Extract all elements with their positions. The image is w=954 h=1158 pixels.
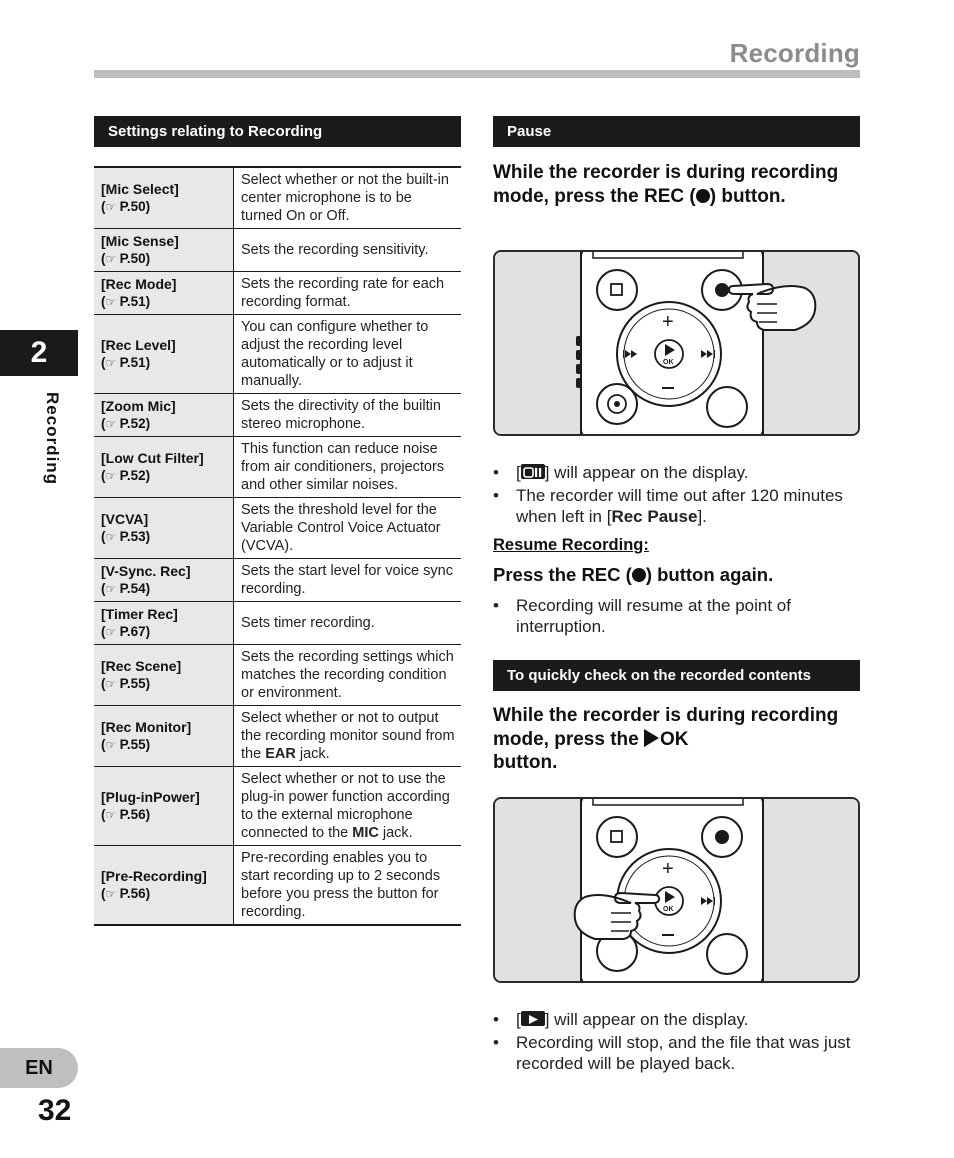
- page-reference: (☞ P.55): [101, 737, 151, 752]
- setting-name: [Plug-inPower]: [101, 789, 200, 805]
- check-bullets: [493, 1009, 859, 1076]
- resume-bullets: [493, 595, 859, 639]
- rec-dot-icon: [632, 568, 646, 582]
- page-reference: (☞ P.55): [101, 676, 151, 691]
- table-row: [94, 846, 461, 926]
- setting-name-cell: [94, 602, 234, 645]
- table-row: [94, 498, 461, 559]
- resume-heading: Resume Recording:: [493, 536, 649, 554]
- pause-display-icon: [521, 464, 545, 479]
- setting-name-cell: [94, 846, 234, 926]
- setting-name: [Mic Sense]: [101, 233, 179, 249]
- table-row: [94, 167, 461, 229]
- list-item: • [ ] will appear on the display.: [493, 1010, 749, 1029]
- title-rule: [94, 70, 860, 78]
- pointing-hand-icon: ☞: [105, 252, 120, 266]
- setting-name-cell: [94, 498, 234, 559]
- table-row: [94, 767, 461, 846]
- pause-section-header: Pause: [493, 116, 860, 147]
- setting-name: [Pre-Recording]: [101, 868, 207, 884]
- page-reference: (☞ P.67): [101, 624, 151, 639]
- page-ref-number: P.67: [119, 624, 146, 639]
- setting-description: Sets the directivity of the builtin stereo microphone.: [234, 394, 462, 437]
- check-instruction: While the recorder is during recording mode, press the OK button.: [493, 705, 839, 773]
- setting-description: Select whether or not to output the recording monitor sound from the EAR jack.: [234, 706, 462, 767]
- language-tab: EN: [0, 1048, 78, 1088]
- setting-name-cell: [94, 767, 234, 846]
- page-ref-number: P.54: [119, 581, 146, 596]
- page-ref-number: P.50: [119, 199, 146, 214]
- list-item: • The recorder will time out after 120 minutes when left in [Rec Pause].: [493, 486, 843, 526]
- pointing-hand-icon: ☞: [105, 469, 120, 483]
- table-row: [94, 437, 461, 498]
- setting-name: [Timer Rec]: [101, 606, 178, 622]
- table-row: [94, 394, 461, 437]
- table-row: [94, 559, 461, 602]
- page-reference: (☞ P.51): [101, 355, 151, 370]
- svg-text:OK: OK: [663, 906, 674, 913]
- pointing-hand-icon: ☞: [105, 677, 120, 691]
- table-row: [94, 272, 461, 315]
- page-ref-number: P.55: [119, 676, 146, 691]
- table-row: [94, 706, 461, 767]
- setting-description: You can configure whether to adjust the recording level automatically or to adjust it manually.: [234, 315, 462, 394]
- rec-dot-icon: [696, 189, 710, 203]
- page-reference: (☞ P.56): [101, 807, 151, 822]
- resume-instruction: Press the REC ( ) button again.: [493, 564, 774, 585]
- page-reference: (☞ P.54): [101, 581, 151, 596]
- table-row: [94, 645, 461, 706]
- setting-name: [Low Cut Filter]: [101, 450, 204, 466]
- page-reference: (☞ P.53): [101, 529, 151, 544]
- setting-description: Sets the start level for voice sync recording.: [234, 559, 462, 602]
- svg-text:OK: OK: [663, 359, 674, 366]
- setting-description: Sets the threshold level for the Variable Control Voice Actuator (VCVA).: [234, 498, 462, 559]
- list-item: • Recording will resume at the point of interruption.: [493, 596, 791, 636]
- setting-name-cell: [94, 437, 234, 498]
- page-ref-number: P.52: [119, 468, 146, 483]
- setting-name: [V-Sync. Rec]: [101, 563, 191, 579]
- table-row: [94, 315, 461, 394]
- page-reference: (☞ P.52): [101, 468, 151, 483]
- setting-name: [Rec Mode]: [101, 276, 177, 292]
- page-reference: (☞ P.52): [101, 416, 151, 431]
- pointing-hand-icon: ☞: [105, 625, 120, 639]
- pointing-hand-icon: ☞: [105, 417, 120, 431]
- device-illustration-rec: [493, 250, 860, 436]
- page-ref-number: P.53: [119, 529, 146, 544]
- setting-description: Sets the recording settings which matches the recording condition or environment.: [234, 645, 462, 706]
- play-icon: [644, 729, 659, 747]
- setting-name-cell: [94, 272, 234, 315]
- page-number: 32: [38, 1094, 72, 1127]
- pointing-hand-icon: ☞: [105, 200, 120, 214]
- pointing-hand-icon: ☞: [105, 887, 120, 901]
- play-display-icon: [521, 1011, 545, 1026]
- list-item: • [ ] will appear on the display.: [493, 463, 749, 482]
- page-reference: (☞ P.51): [101, 294, 151, 309]
- recorder-rec-press-illustration: [495, 252, 858, 434]
- page-ref-number: P.56: [119, 886, 146, 901]
- setting-name-cell: [94, 167, 234, 229]
- page-reference: (☞ P.50): [101, 199, 151, 214]
- setting-name-cell: [94, 559, 234, 602]
- pointing-hand-icon: ☞: [105, 582, 120, 596]
- pause-bullets: [493, 462, 859, 529]
- page-ref-number: P.55: [119, 737, 146, 752]
- setting-name: [Rec Scene]: [101, 658, 182, 674]
- chapter-label: Recording: [43, 392, 62, 486]
- list-item: • Recording will stop, and the file that was just recorded will be played back.: [493, 1033, 851, 1073]
- settings-section-header: Settings relating to Recording: [94, 116, 461, 147]
- setting-name-cell: [94, 394, 234, 437]
- pointing-hand-icon: ☞: [105, 738, 120, 752]
- setting-name: [Mic Select]: [101, 181, 179, 197]
- page-ref-number: P.51: [119, 355, 146, 370]
- table-row: [94, 602, 461, 645]
- recorder-ok-press-illustration: [495, 799, 858, 981]
- setting-name: [Rec Monitor]: [101, 719, 192, 735]
- setting-name-cell: [94, 645, 234, 706]
- check-section-header: To quickly check on the recorded contents: [493, 660, 860, 691]
- setting-description: Sets timer recording.: [234, 602, 462, 645]
- page-reference: (☞ P.56): [101, 886, 151, 901]
- svg-text:+: +: [662, 858, 674, 880]
- setting-description: Select whether or not the built-in center microphone is to be turned On or Off.: [234, 167, 462, 229]
- device-illustration-ok: [493, 797, 860, 983]
- setting-name-cell: [94, 315, 234, 394]
- setting-name-cell: [94, 229, 234, 272]
- pointing-hand-icon: ☞: [105, 295, 120, 309]
- page-ref-number: P.51: [119, 294, 146, 309]
- setting-description: This function can reduce noise from air conditioners, projectors and other similar noises.: [234, 437, 462, 498]
- setting-name: [Rec Level]: [101, 337, 176, 353]
- setting-description: Sets the recording rate for each recording format.: [234, 272, 462, 315]
- setting-description: Sets the recording sensitivity.: [234, 229, 462, 272]
- settings-table: [94, 166, 461, 926]
- page-reference: (☞ P.50): [101, 251, 151, 266]
- setting-description: Pre-recording enables you to start recording up to 2 seconds before you press the button for recording.: [234, 846, 462, 926]
- svg-text:+: +: [662, 311, 674, 333]
- page-ref-number: P.50: [119, 251, 146, 266]
- setting-name: [VCVA]: [101, 511, 149, 527]
- page-title: Recording: [729, 38, 860, 68]
- pointing-hand-icon: ☞: [105, 356, 120, 370]
- setting-name-cell: [94, 706, 234, 767]
- setting-name: [Zoom Mic]: [101, 398, 176, 414]
- setting-description: Select whether or not to use the plug-in power function according to the external microphone connected to the MIC jack.: [234, 767, 462, 846]
- chapter-tab: 2: [0, 330, 78, 376]
- page-ref-number: P.52: [119, 416, 146, 431]
- pointing-hand-icon: ☞: [105, 530, 120, 544]
- page-ref-number: P.56: [119, 807, 146, 822]
- table-row: [94, 229, 461, 272]
- pointing-hand-icon: ☞: [105, 808, 120, 822]
- pause-instruction: While the recorder is during recording mode, press the REC ( ) button.: [493, 162, 839, 207]
